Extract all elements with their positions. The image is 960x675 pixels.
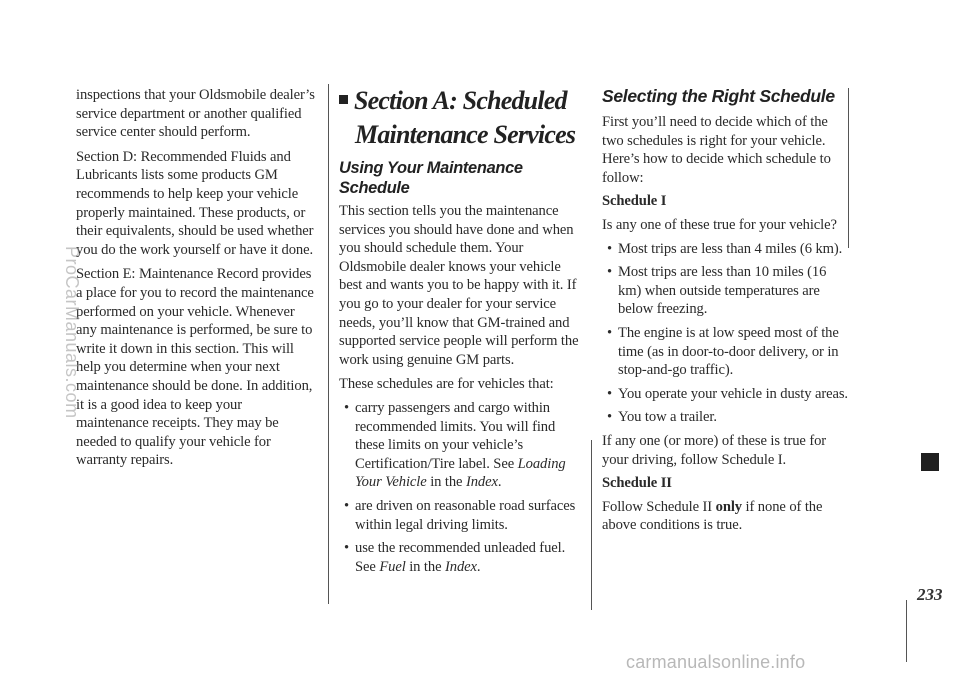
vehicle-conditions-list (339, 399, 582, 576)
p4-emphasis: only (715, 498, 742, 515)
col3-paragraph-3: If any one (or more) of these is true for your driving, follow Schedule I. (602, 432, 827, 468)
footer-watermark: carmanualsonline.info (626, 652, 806, 672)
right-margin-rule (848, 88, 849, 248)
page-number: 233 (917, 585, 943, 604)
col2-paragraph-2: These schedules are for vehicles that: (339, 376, 554, 393)
subheading-using-schedule: Using Your Maintenance Schedule (339, 159, 523, 197)
bullet-1-connector: in the (426, 474, 466, 491)
condition-text: You operate your vehicle in dusty areas. (618, 385, 848, 402)
p4-start: Follow Schedule II (602, 498, 716, 515)
list-item (602, 408, 848, 427)
col3-paragraph-1: First you’ll need to decide which of the two schedules is right for your vehicle. Here’s how to decide which schedule to follow: (602, 114, 831, 186)
condition-text: Most trips are less than 10 miles (16 km) when outside temperatures are below freezing. (618, 264, 827, 318)
bullet-1-reference: Loading Your Vehicle (355, 455, 566, 491)
column-2 (339, 84, 582, 576)
schedule-1-label: Schedule I (602, 193, 667, 210)
bullet-icon: • (344, 540, 350, 557)
schedule-1-conditions-list (602, 240, 848, 427)
bullet-icon: • (607, 264, 613, 281)
col1-paragraph-3: Section E: Maintenance Record provides a place for you to record the maintenance performed on your vehicle. Whenever any maintenance is performed, be sure to write it down in this section. This will help you determine when your next maintenance should be done. In addition, it is a good idea to keep your maintenance receipts. They may be needed to qualify your vehicle for warranty repairs. (76, 266, 314, 469)
side-watermark: ProCarManuals.com (62, 246, 82, 419)
list-item (339, 497, 582, 534)
p4-end: if none of the above conditions is true. (602, 498, 823, 534)
bullet-3-text: use the recommended unleaded fuel. See (355, 540, 566, 575)
bullet-icon: • (607, 409, 613, 426)
list-item (602, 263, 848, 319)
section-tab-marker (921, 453, 939, 471)
column-1 (76, 86, 318, 470)
bullet-1-index: Index (465, 474, 498, 491)
section-title-line-2: Maintenance Services (355, 120, 576, 149)
bullet-3-index: Index (445, 558, 477, 575)
bullet-3-reference: Fuel (379, 558, 406, 575)
column-divider-left (328, 84, 329, 604)
square-bullet-icon (339, 95, 348, 104)
col3-paragraph-2: Is any one of these true for your vehicle? (602, 216, 837, 233)
bullet-2-text: are driven on reasonable road surfaces within legal driving limits. (355, 497, 576, 533)
bullet-3-end: . (476, 558, 481, 575)
bullet-icon: • (607, 385, 613, 402)
bullet-icon: • (607, 240, 613, 257)
condition-text: The engine is at low speed most of the time (as in door-to-door delivery, or in stop-and-go traffic). (618, 324, 839, 379)
bullet-3-connector: in the (405, 558, 445, 575)
bullet-icon: • (344, 399, 350, 416)
bullet-icon: • (344, 497, 350, 514)
list-item (602, 324, 848, 380)
bullet-icon: • (607, 324, 613, 341)
list-item (339, 539, 582, 576)
schedule-2-label: Schedule II (602, 475, 672, 492)
right-margin-rule-bottom (906, 600, 907, 662)
column-3 (602, 86, 848, 535)
section-title-line-1: Section A: Scheduled (354, 86, 567, 115)
col1-paragraph-1: inspections that your Oldsmobile dealer’s service department or another qualified service center should perform. (76, 87, 315, 141)
heading-selecting-schedule: Selecting the Right Schedule (602, 86, 835, 106)
condition-text: Most trips are less than 4 miles (6 km). (618, 240, 843, 257)
col3-paragraph-4 (602, 498, 848, 535)
col2-paragraph-1: This section tells you the maintenance services you should have done and when you should schedule them. Your Oldsmobile dealer knows your vehicle best and wants you to be happy with it. If you go to your dealer for your service needs, you’ll know that GM-trained and supported service people will perform the work using genuine GM parts. (339, 203, 579, 368)
bullet-1-text: carry passengers and cargo within recommended limits. You will find these limits on your vehicle’s Certification/Tire label. See (355, 399, 556, 472)
column-divider-right (591, 440, 592, 610)
list-item (602, 385, 848, 404)
section-title (339, 84, 582, 152)
list-item (602, 240, 848, 259)
col1-paragraph-2: Section D: Recommended Fluids and Lubricants lists some products GM recommends to help keep your vehicle properly maintained. These products, or their equivalents, should be used whether you do the work yourself or have it done. (76, 148, 314, 258)
bullet-1-end: . (497, 474, 502, 491)
condition-text: You tow a trailer. (618, 409, 717, 426)
list-item (339, 399, 582, 492)
